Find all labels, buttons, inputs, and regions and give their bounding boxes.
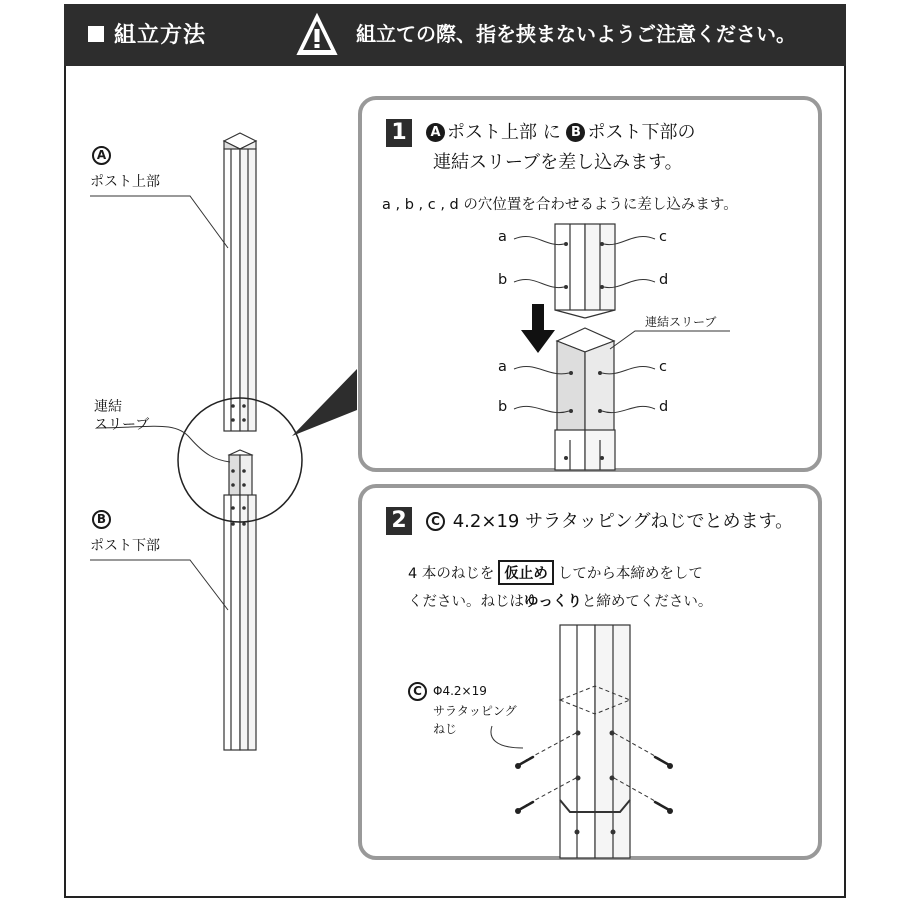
- step1-number: 1: [386, 119, 412, 147]
- page-title: 組立方法: [114, 23, 207, 48]
- sleeve-label-line1: 連結: [94, 399, 122, 415]
- step1-note: a , b , c , d の穴位置を合わせるように差し込みます。: [382, 197, 738, 213]
- warning-text: 組立ての際、指を挟まないようご注意ください。: [356, 22, 796, 46]
- screw-label-line3: ねじ: [433, 722, 458, 736]
- sleeve-hole-label-b: b: [498, 399, 508, 415]
- part-a-label: ポスト上部: [90, 174, 160, 190]
- step2-text-line1: 4 本のねじを 仮止め してから本締めをして: [408, 560, 703, 585]
- screw-label-line1: Φ4.2×19: [433, 684, 487, 698]
- part-b-mark: B: [92, 510, 113, 529]
- step2-text-line2: ください。ねじはゆっくりと締めてください。: [408, 594, 713, 610]
- sleeve-hole-label-c: c: [659, 359, 667, 375]
- hole-label-d: d: [659, 272, 669, 288]
- step1-sleeve-label: 連結スリーブ: [645, 315, 717, 329]
- sleeve-hole-label-a: a: [498, 359, 507, 375]
- step2-number: 2: [386, 507, 412, 535]
- screw-label-line2: サラタッピング: [433, 704, 517, 718]
- sleeve-label-line2: スリーブ: [94, 417, 150, 433]
- step1-instruction-line2: 連結スリーブを差し込みます。: [433, 152, 683, 173]
- step1-instruction-line1: A ポスト上部 に B ポスト下部の: [426, 118, 695, 144]
- part-b-label: ポスト下部: [90, 538, 160, 554]
- hole-label-b: b: [498, 272, 508, 288]
- sleeve-hole-label-d: d: [659, 399, 669, 415]
- screw-mark: C: [408, 682, 429, 701]
- step2-title: C 4.2×19 サラタッピングねじでとめます。: [426, 507, 793, 533]
- hole-label-a: a: [498, 229, 507, 245]
- part-a-mark: A: [92, 146, 113, 165]
- hole-label-c: c: [659, 229, 667, 245]
